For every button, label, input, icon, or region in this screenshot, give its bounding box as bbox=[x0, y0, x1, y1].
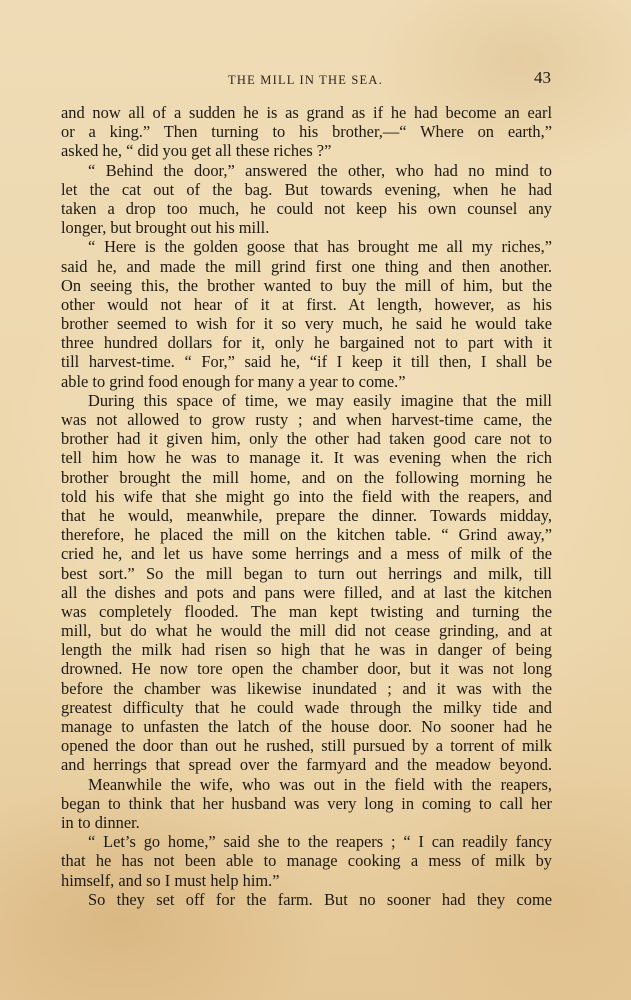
text-line: able to grind food enough for many a year to come.” bbox=[61, 371, 406, 391]
text-line: began to think that her husband was very long in coming to call her bbox=[61, 793, 552, 813]
text-line: told his wife that she might go into the field with the reapers, and bbox=[61, 486, 552, 506]
text-line: three hundred dollars for it, only he bargained not to part with it bbox=[61, 333, 552, 353]
text-line: therefore, he placed the mill on the kitchen table. “ Grind away,” bbox=[61, 525, 552, 545]
text-line: himself, and so I must help him.” bbox=[61, 870, 280, 890]
text-line: tell him how he was to manage it. It was evening when the rich bbox=[61, 448, 552, 468]
text-line: opened the door than out he rushed, still pursued by a torrent of milk bbox=[61, 736, 552, 756]
text-line: in to dinner. bbox=[61, 812, 140, 832]
text-line: “ Here is the golden goose that has brought me all my riches,” bbox=[88, 237, 552, 257]
text-line: before the chamber was likewise inundated ; and it was with the bbox=[61, 678, 552, 698]
text-line: cried he, and let us have some herrings and a mess of milk of the bbox=[61, 544, 552, 564]
page-number: 43 bbox=[534, 68, 551, 87]
text-line: was not allowed to grow rusty ; and when harvest-time came, the bbox=[61, 410, 552, 429]
text-line: let the cat out of the bag. But towards evening, when he had bbox=[61, 179, 552, 199]
text-line: that he would, meanwhile, prepare the dinner. Towards midday, bbox=[61, 505, 552, 525]
text-line: greatest difficulty that he could wade through the milky tide and bbox=[61, 697, 552, 717]
text-line: taken a drop too much, he could not keep his own counsel any bbox=[61, 198, 552, 218]
text-line: So they set off for the farm. But no sooner had they come bbox=[88, 889, 552, 909]
page-header bbox=[60, 70, 551, 92]
text-line: mill, but do what he would the mill did not cease grinding, and at bbox=[61, 621, 552, 641]
text-line: On seeing this, the brother wanted to buy the mill of him, but the bbox=[61, 275, 552, 295]
text-line: brother brought the mill home, and on the following morning he bbox=[61, 467, 552, 487]
text-line: manage to unfasten the latch of the house door. No sooner had he bbox=[61, 717, 552, 736]
text-line: drowned. He now tore open the chamber door, but it was not long bbox=[61, 659, 552, 679]
text-line: longer, but brought out his mill. bbox=[61, 218, 270, 238]
text-line: and herrings that spread over the farmyard and the meadow beyond. bbox=[61, 755, 552, 775]
text-line: brother had it given him, only the other had taken good care not to bbox=[61, 429, 552, 449]
body-text bbox=[61, 103, 552, 909]
text-line: or a king.” Then turning to his brother,—“ Where on earth,” bbox=[61, 122, 552, 142]
text-line: Meanwhile the wife, who was out in the field with the reapers, bbox=[88, 774, 552, 794]
text-line: that he has not been able to manage cooking a mess of milk by bbox=[61, 851, 552, 871]
text-line: asked he, “ did you get all these riches ?” bbox=[61, 141, 332, 161]
text-line: said he, and made the mill grind first one thing and then another. bbox=[61, 256, 552, 276]
text-line: all the dishes and pots and pans were filled, and at last the kitchen bbox=[61, 582, 552, 602]
text-line: best sort.” So the mill began to turn out herrings and milk, till bbox=[61, 563, 552, 583]
text-line: “ Let’s go home,” said she to the reapers ; “ I can readily fancy bbox=[88, 832, 552, 852]
text-line: During this space of time, we may easily imagine that the mill bbox=[88, 390, 552, 410]
text-line: and now all of a sudden he is as grand as if he had become an earl bbox=[61, 103, 552, 122]
running-head: THE MILL IN THE SEA. bbox=[228, 73, 383, 87]
text-line: was completely flooded. The man kept twisting and turning the bbox=[61, 601, 552, 621]
text-line: length the milk had risen so high that he was in danger of being bbox=[61, 640, 552, 660]
text-line: till harvest-time. “ For,” said he, “if I keep it till then, I shall be bbox=[61, 352, 552, 372]
text-line: brother seemed to wish for it so very much, he said he would take bbox=[61, 314, 552, 334]
text-line: other would not hear of it at first. At length, however, as his bbox=[61, 294, 552, 314]
text-line: “ Behind the door,” answered the other, who had no mind to bbox=[88, 160, 552, 180]
